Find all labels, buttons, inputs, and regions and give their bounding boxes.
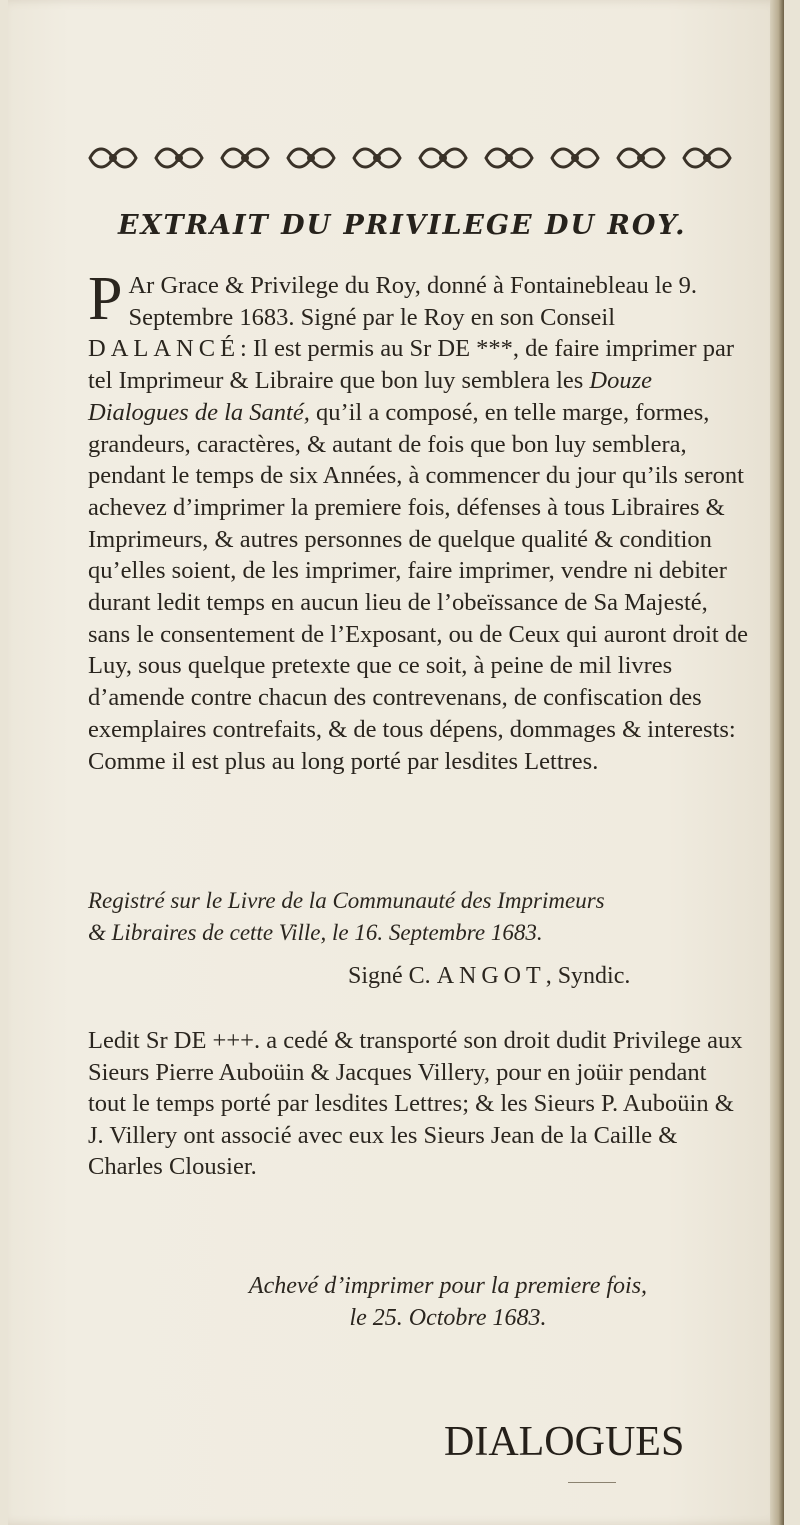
author-name: DE *** <box>437 335 513 363</box>
transfer-text-1: Ledit Sr <box>88 1027 168 1054</box>
privilege-text-3: , de faire imprimer par tel Imprimeur & Libraire que bon luy semblera les <box>88 335 734 395</box>
catchword-underline <box>568 1482 616 1483</box>
book-page <box>8 0 784 1525</box>
privilege-text-4: qu’il a composé, en telle marge, formes, grandeurs, caractères, & autant de fois que bon luy semblera, pendant le temps de six Années, à commencer du jour qu’ils seront achevez d’imprimer la premiere fois, défenses à tous Libraires & Imprimeurs, & autres personnes de quelque qualité & condition qu’elles soient, de les imprimer, faire imprimer, vendre ni debiter durant ledit temps en aucun lieu de l’obeïssance de Sa Majesté, sans le consentement de l’Exposant, ou de Ceux qui auront droit de Luy, sous quelque pretexte que ce soit, à peine de mil livres d’amende contre chacun des contrevenans, de confiscation des exemplaires contrefaits, & de tous dépens, dommages & interests: Comme il est plus au long porté par lesdites Lettres. <box>88 398 748 775</box>
fleuron-ornament <box>152 142 206 174</box>
author-name-transfer: DE +++ <box>173 1027 254 1054</box>
section-heading: EXTRAIT DU PRIVILEGE DU ROY. <box>118 210 687 241</box>
fleuron-ornament <box>284 142 338 174</box>
book-title: Douze Dialogues de la Santé, <box>88 367 653 426</box>
registration-line-1: Registré sur le Livre de la Communauté des Imprimeurs <box>88 888 605 913</box>
registration-line-2: & Libraires de cette Ville, le 16. Septembre 1683. <box>88 920 543 945</box>
fleuron-ornament <box>350 142 404 174</box>
privilege-paragraph <box>88 265 748 777</box>
fleuron-ornament <box>416 142 470 174</box>
printing-completion-note <box>168 1270 728 1334</box>
drop-cap: P <box>88 265 123 333</box>
fleuron-ornament <box>482 142 536 174</box>
syndic-name: ANGOT <box>436 963 546 989</box>
privilege-text-2: : Il est permis au Sr <box>240 335 432 363</box>
registration-note <box>88 885 768 949</box>
completion-line-1: Achevé d’imprimer pour la premiere fois, <box>248 1273 648 1299</box>
page-edge-shadow <box>770 0 784 1525</box>
syndic-signature-line <box>348 963 748 990</box>
transfer-text-2: . a cedé & transporté son droit dudit Privilege aux Sieurs Pierre Auboüin & Jacques Villery, pour en joüir pendant tout le temps porté par lesdites Lettres; & les Sieurs P. Auboüin & J. Villery ont associé avec eux les Sieurs Jean de la Caille & Charles Clousier. <box>88 1027 743 1180</box>
privilege-text-1: Ar Grace & Privilege du Roy, donné à Fontainebleau le 9. Septembre 1683. Signé par le Roy en son Conseil <box>128 272 698 331</box>
catchword: DIALOGUES <box>444 1419 685 1465</box>
transfer-paragraph <box>88 1025 748 1183</box>
fleuron-ornament <box>86 142 140 174</box>
printers-ornament-band <box>86 138 734 178</box>
fleuron-ornament <box>614 142 668 174</box>
fleuron-ornament <box>218 142 272 174</box>
signature-prefix: Signé C. <box>348 963 431 989</box>
signer-name: DALANCÉ <box>88 335 241 363</box>
fleuron-ornament <box>548 142 602 174</box>
completion-line-2: le 25. Octobre 1683. <box>349 1305 547 1331</box>
signature-suffix: , Syndic. <box>545 963 631 989</box>
fleuron-ornament <box>680 142 734 174</box>
